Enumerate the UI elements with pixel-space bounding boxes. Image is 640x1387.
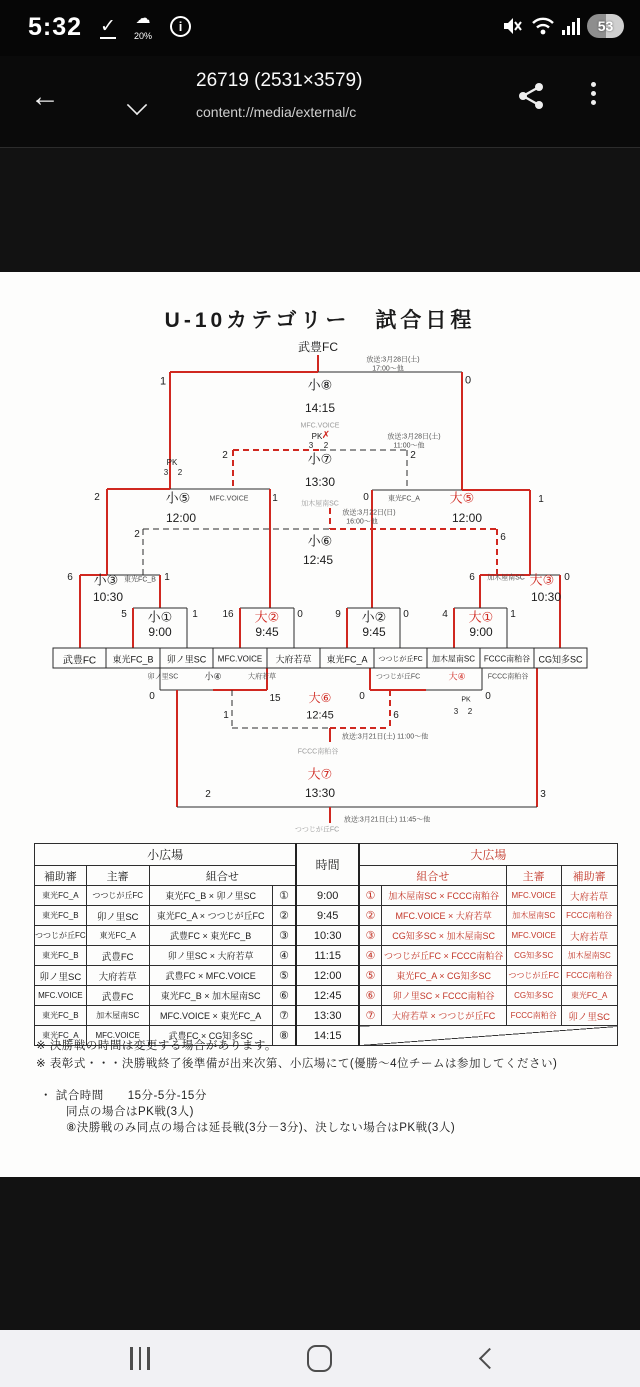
bracket-label: 0 (363, 492, 369, 503)
small-assist-cell: MFC.VOICE (35, 986, 87, 1006)
large-pairing-cell: 加木屋南SC × FCCC南粕谷 (381, 886, 506, 906)
bracket-label: 1 (159, 375, 167, 388)
small-ref-cell: つつじが丘FC (86, 886, 149, 906)
bracket-label: 大府若草 (248, 673, 276, 681)
large-pairing-cell: MFC.VOICE × 大府若草 (381, 906, 506, 926)
large-pairing-cell: CG知多SC × 加木屋南SC (381, 926, 506, 946)
bracket-label: 13:30 (304, 475, 336, 489)
team-name: 加木屋南SC (431, 654, 476, 664)
bracket-label: 0 (564, 572, 570, 583)
bracket-label: PK (311, 432, 323, 441)
table-row (35, 906, 618, 926)
table-row (35, 946, 618, 966)
time-header: 時間 (296, 844, 359, 886)
team-name: 卯ノ里SC (166, 654, 207, 665)
small-match-number-cell: ① (272, 886, 296, 906)
small-assist-cell: 東光FC_A (35, 886, 87, 906)
small-match-number-cell: ⑤ (272, 966, 296, 986)
small-match-number-cell: ⑧ (272, 1026, 296, 1046)
large-match-number-cell: ⑦ (359, 1006, 381, 1026)
bracket-label: 12:00 (451, 511, 483, 525)
bracket-label: 0 (359, 691, 365, 702)
image-title: 26719 (2531×3579) (196, 70, 363, 91)
small-assist-cell: 東光FC_B (35, 906, 87, 926)
bracket-label: 0 (149, 691, 155, 702)
bracket-label: 2 (94, 492, 100, 503)
large-ref-cell: CG知多SC (506, 946, 561, 966)
large-pairing-cell: つつじが丘FC × FCCC南粕谷 (381, 946, 506, 966)
pairing-header: 組合せ (359, 866, 506, 886)
large-match-number-cell: ③ (359, 926, 381, 946)
bracket-label: PK (166, 458, 178, 467)
team-name: 大府若草 (275, 654, 312, 665)
table-row (35, 886, 618, 906)
bracket-label: 1 (272, 493, 278, 504)
small-ref-cell: 卯ノ里SC (86, 906, 149, 926)
clock: 5:32 (28, 13, 83, 41)
bracket-label: 0 (485, 691, 491, 702)
home-icon[interactable] (307, 1345, 332, 1372)
table-row (35, 1006, 618, 1026)
assist-ref-header: 補助審 (561, 866, 617, 886)
bracket-label: 6 (393, 710, 399, 721)
small-ref-cell: 武豊FC (86, 946, 149, 966)
app-header (0, 56, 640, 148)
bracket-label: 大⑦ (307, 766, 333, 782)
bracket-label: 放送:3月28日(土) (387, 433, 441, 441)
bracket-label: 6 (500, 532, 506, 543)
small-match-number-cell: ④ (272, 946, 296, 966)
bracket-label: 6 (67, 572, 73, 583)
team-name: FCCC南粕谷 (483, 654, 531, 664)
bracket-label: 加木屋南SC (301, 500, 339, 508)
bracket-label: 1 (192, 609, 198, 620)
empty-diagonal-cell (359, 1026, 617, 1046)
bracket-label: 1 (164, 572, 170, 583)
bracket-label: 2 (323, 441, 329, 450)
bracket-label: 小④ (204, 671, 222, 682)
bracket-label: 2 (134, 529, 140, 540)
bracket-label: 9:00 (148, 625, 172, 639)
small-pairing-cell: 卯ノ里SC × 大府若草 (149, 946, 272, 966)
small-pairing-cell: 武豊FC × 東光FC_B (149, 926, 272, 946)
large-assist-cell: 大府若草 (561, 926, 617, 946)
small-pairing-cell: 武豊FC × CG知多SC (149, 1026, 272, 1046)
large-assist-cell: FCCC南粕谷 (561, 966, 617, 986)
time-cell: 11:15 (296, 946, 359, 966)
bracket-label: 10:30 (530, 590, 562, 604)
weather-icon (134, 11, 152, 43)
bracket-label: 6 (469, 572, 475, 583)
small-assist-cell: 東光FC_A (35, 1026, 87, 1046)
large-match-number-cell: ② (359, 906, 381, 926)
share-icon[interactable] (518, 82, 544, 115)
bracket-label: 16:00～他 (346, 518, 378, 526)
bracket-label: ✗ (321, 430, 331, 441)
bracket-label: FCCC南粕谷 (297, 748, 339, 756)
bracket-label: 大⑥ (308, 691, 332, 705)
bracket-label: 0 (464, 374, 472, 387)
table-row (35, 986, 618, 1006)
bracket-label: 9:45 (362, 625, 386, 639)
bracket-label: 4 (442, 609, 448, 620)
table-row (35, 926, 618, 946)
overflow-menu-icon[interactable] (591, 82, 596, 105)
time-cell: 10:30 (296, 926, 359, 946)
small-pairing-cell: 東光FC_B × 卯ノ里SC (149, 886, 272, 906)
note-final-time: ※ 決勝戦の時間は変更する場合があります。 (36, 1040, 277, 1052)
bracket-label: 小① (147, 609, 173, 625)
assist-ref-header: 補助審 (35, 866, 87, 886)
precipitation-percent: 20% (134, 31, 153, 41)
page-title: U-10カテゴリー 試合日程 (164, 309, 476, 332)
small-assist-cell: 東光FC_B (35, 946, 87, 966)
large-match-number-cell: ⑥ (359, 986, 381, 1006)
bracket-label: 小⑦ (307, 451, 333, 467)
bracket-label: FCCC南粕谷 (487, 673, 529, 681)
small-ref-cell: 武豊FC (86, 986, 149, 1006)
small-match-number-cell: ⑥ (272, 986, 296, 1006)
small-match-number-cell: ⑦ (272, 1006, 296, 1026)
chevron-down-icon[interactable] (127, 95, 147, 115)
signal-icon (562, 16, 580, 36)
small-ref-cell: 東光FC_A (86, 926, 149, 946)
bracket-label: 0 (297, 609, 303, 620)
bracket-label: PK (461, 696, 471, 704)
bracket-label: 15 (269, 693, 281, 704)
bracket-label: 東光FC_A (388, 495, 420, 503)
bracket-label: 小③ (93, 572, 119, 588)
bracket-label: 小② (361, 609, 387, 625)
large-ref-cell: MFC.VOICE (506, 926, 561, 946)
mute-icon (502, 15, 524, 37)
small-ref-cell: 大府若草 (86, 966, 149, 986)
bracket-label: 16 (222, 609, 234, 620)
bracket-label: 小⑤ (165, 490, 191, 506)
small-court-header: 小広場 (35, 844, 297, 866)
nav-back-icon[interactable] (479, 1348, 500, 1369)
image-viewer (0, 148, 640, 1330)
small-ref-cell: MFC.VOICE (86, 1026, 149, 1046)
small-pairing-cell: 東光FC_B × 加木屋南SC (149, 986, 272, 1006)
bracket-label: 大① (468, 609, 494, 625)
bracket-label: 14:15 (304, 401, 336, 415)
image-uri: content://media/external/c (196, 104, 357, 120)
bracket-label: 12:45 (302, 553, 334, 567)
large-ref-cell: FCCC南粕谷 (506, 1006, 561, 1026)
large-ref-cell: 加木屋南SC (506, 906, 561, 926)
bracket-label: 放送:3月21日(土) 11:00～他 (341, 733, 429, 741)
bracket-label: つつじが丘FC (375, 673, 421, 681)
large-assist-cell: 加木屋南SC (561, 946, 617, 966)
bracket-label: 1 (510, 609, 516, 620)
large-match-number-cell: ① (359, 886, 381, 906)
bracket-label: 大④ (448, 671, 466, 682)
bracket-label: 小⑥ (307, 533, 333, 549)
battery-icon: 53 (587, 14, 624, 38)
recents-icon[interactable] (130, 1347, 150, 1370)
team-name: 武豊FC (62, 655, 97, 667)
small-pairing-cell: 東光FC_A × つつじが丘FC (149, 906, 272, 926)
large-ref-cell: CG知多SC (506, 986, 561, 1006)
large-pairing-cell: 卯ノ里SC × FCCC南粕谷 (381, 986, 506, 1006)
bracket-label: 2 (177, 468, 183, 477)
bracket-label: 12:45 (306, 709, 334, 722)
time-cell: 9:45 (296, 906, 359, 926)
team-name: つつじが丘FC (378, 656, 423, 663)
back-arrow-icon[interactable]: ← (30, 80, 60, 113)
large-pairing-cell: 東光FC_A × CG知多SC (381, 966, 506, 986)
note-final-overtime: ⑧決勝戦のみ同点の場合は延長戦(3分－3分)、決しない場合はPK戦(3人) (66, 1122, 456, 1134)
bracket-label: 5 (121, 609, 127, 620)
team-name: CG知多SC (538, 654, 583, 665)
team-name: MFC.VOICE (217, 654, 263, 664)
small-ref-cell: 加木屋南SC (86, 1006, 149, 1026)
download-check-icon: ✓ (100, 16, 116, 37)
large-match-number-cell: ⑤ (359, 966, 381, 986)
info-icon: i (170, 16, 191, 37)
large-assist-cell: 東光FC_A (561, 986, 617, 1006)
small-assist-cell: 卯ノ里SC (35, 966, 87, 986)
time-cell: 12:45 (296, 986, 359, 1006)
large-assist-cell: 大府若草 (561, 886, 617, 906)
team-name: 東光FC_B (112, 654, 154, 665)
bracket-label: 13:30 (304, 786, 336, 800)
bracket-label: 9:00 (469, 625, 493, 639)
small-match-number-cell: ③ (272, 926, 296, 946)
bracket-label: 大⑤ (449, 490, 475, 506)
bracket-label: 17:00～他 (372, 365, 404, 373)
large-match-number-cell: ④ (359, 946, 381, 966)
bracket-label: 東光FC_B (124, 576, 156, 584)
team-name: 東光FC_A (326, 654, 368, 665)
cloud-icon: ☁ (135, 10, 151, 27)
bracket-label: 3 (163, 468, 169, 477)
bracket-label: 2 (410, 450, 416, 461)
time-cell: 9:00 (296, 886, 359, 906)
bracket-label: 2 (467, 707, 473, 716)
time-cell: 12:00 (296, 966, 359, 986)
wifi-icon (531, 16, 555, 36)
main-ref-header: 主審 (86, 866, 149, 886)
large-court-header: 大広場 (359, 844, 617, 866)
bracket-label: 武豊FC (298, 340, 338, 354)
bracket-label: 3 (540, 789, 546, 800)
bracket-label: 12:00 (165, 511, 197, 525)
bracket-label: 大③ (529, 572, 555, 588)
bracket-label: 放送:3月22日(日) (342, 509, 396, 517)
small-pairing-cell: 武豊FC × MFC.VOICE (149, 966, 272, 986)
bracket-label: 2 (205, 789, 211, 800)
small-assist-cell: 東光FC_B (35, 1006, 87, 1026)
bracket-label: 3 (308, 441, 314, 450)
bracket-label: 大② (254, 609, 280, 625)
photo-image[interactable] (0, 272, 640, 1177)
bracket-label: つつじが丘FC (294, 826, 340, 834)
bracket-label: 9 (335, 609, 341, 620)
bracket-label: 2 (222, 450, 228, 461)
table-row (35, 966, 618, 986)
time-cell: 14:15 (296, 1026, 359, 1046)
large-ref-cell: MFC.VOICE (506, 886, 561, 906)
bracket-label: 卯ノ里SC (147, 673, 179, 681)
bracket-label: 1 (223, 710, 229, 721)
bracket-label: MFC.VOICE (209, 495, 249, 503)
bracket-label: 9:45 (255, 625, 279, 639)
bracket-label: 11:00～他 (393, 442, 425, 450)
note-match-length: ・ 試合時間 15分-5分-15分 (40, 1090, 207, 1102)
large-ref-cell: つつじが丘FC (506, 966, 561, 986)
status-bar (0, 0, 640, 56)
small-assist-cell: つつじが丘FC (35, 926, 87, 946)
time-cell: 13:30 (296, 1006, 359, 1026)
small-match-number-cell: ② (272, 906, 296, 926)
bracket-label: 小⑧ (307, 377, 333, 393)
note-ceremony: ※ 表彰式・・・決勝戦終了後準備が出来次第、小広場にて(優勝～4位チームは参加してください) (36, 1058, 558, 1070)
large-pairing-cell: 大府若草 × つつじが丘FC (381, 1006, 506, 1026)
bracket-label: 0 (403, 609, 409, 620)
bracket-label: 3 (453, 707, 459, 716)
pairing-header: 組合せ (149, 866, 296, 886)
main-ref-header: 主審 (506, 866, 561, 886)
note-pk: 同点の場合はPK戦(3人) (66, 1106, 194, 1118)
nav-bar (0, 1330, 640, 1387)
bracket-label: 放送:3月28日(土) (366, 356, 420, 364)
status-icons (502, 14, 624, 38)
bracket-label: 加木屋南SC (487, 574, 525, 582)
large-assist-cell: 卯ノ里SC (561, 1006, 617, 1026)
bracket-label: 10:30 (92, 590, 124, 604)
schedule-table-grid (34, 843, 618, 1046)
bracket-label: MFC.VOICE (300, 422, 340, 430)
small-pairing-cell: MFC.VOICE × 東光FC_A (149, 1006, 272, 1026)
bracket-label: 1 (538, 494, 544, 505)
large-assist-cell: FCCC南粕谷 (561, 906, 617, 926)
bracket-label: 放送:3月21日(土) 11:45～他 (343, 816, 431, 824)
